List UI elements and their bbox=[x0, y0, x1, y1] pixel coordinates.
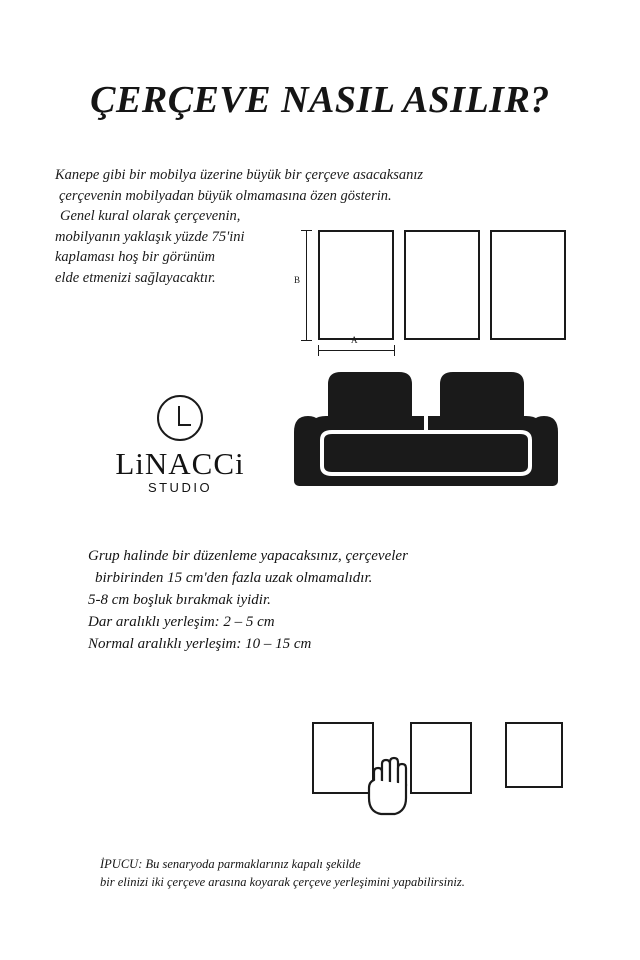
measure-label-a: A bbox=[351, 335, 358, 345]
frame-bottom-2 bbox=[410, 722, 472, 794]
hand-icon bbox=[366, 754, 418, 816]
measure-label-b: B bbox=[294, 275, 301, 285]
clock-hand-vertical bbox=[178, 406, 180, 426]
page-title: ÇERÇEVE NASIL ASILIR? bbox=[90, 79, 550, 121]
measure-cap-right bbox=[394, 345, 395, 356]
measure-line-horizontal bbox=[318, 350, 394, 351]
clock-circle-icon bbox=[157, 395, 203, 441]
tip-text bbox=[100, 855, 600, 891]
group-line-4: Dar aralıklı yerleşim: 2 – 5 cm bbox=[88, 614, 275, 630]
measure-cap-top bbox=[301, 230, 312, 231]
intro-line-5: kaplaması hoş bir görünüm bbox=[55, 249, 215, 265]
intro-line-3: Genel kural olarak çerçevenin, bbox=[60, 208, 241, 224]
tip-line-1: İPUCU: Bu senaryoda parmaklarınız kapalı şekilde bbox=[100, 857, 361, 871]
brand-subtitle: STUDIO bbox=[147, 480, 213, 495]
measure-cap-bottom bbox=[301, 340, 312, 341]
group-line-2: birbirinden 15 cm'den fazla uzak olmamalıdır. bbox=[95, 570, 373, 586]
clock-hand-horizontal bbox=[178, 424, 191, 426]
brand-logo bbox=[95, 395, 265, 505]
tip-line-2: bir elinizi iki çerçeve arasına koyarak çerçeve yerleşimini yapabilirsiniz. bbox=[100, 875, 465, 889]
frame-bottom-1 bbox=[312, 722, 374, 794]
frame-2 bbox=[404, 230, 480, 340]
intro-line-2: çerçevenin mobilyadan büyük olmamasına özen gösterin. bbox=[59, 187, 392, 204]
group-line-5: Normal aralıklı yerleşim: 10 – 15 cm bbox=[88, 636, 312, 652]
group-spacing-paragraph bbox=[88, 545, 558, 655]
group-line-1: Grup halinde bir düzenleme yapacaksınız, çerçeveler bbox=[88, 548, 408, 564]
frame-3 bbox=[490, 230, 566, 340]
measure-cap-left bbox=[318, 345, 319, 356]
sofa-illustration bbox=[292, 370, 560, 500]
measure-line-vertical bbox=[306, 230, 307, 340]
frame-bottom-3 bbox=[505, 722, 563, 788]
hand-spacing-diagram bbox=[300, 722, 600, 812]
frame-triptych-diagram bbox=[294, 222, 600, 352]
brand-name: LiNACCi bbox=[115, 446, 245, 481]
group-line-3: 5-8 cm boşluk bırakmak iyidir. bbox=[88, 592, 271, 608]
intro-line-6: elde etmenizi sağlayacaktır. bbox=[55, 269, 216, 286]
intro-line-1: Kanepe gibi bir mobilya üzerine büyük bir çerçeve asacaksanız bbox=[55, 167, 424, 183]
frame-1 bbox=[318, 230, 394, 340]
intro-line-4: mobilyanın yaklaşık yüzde 75'ini bbox=[55, 228, 245, 245]
